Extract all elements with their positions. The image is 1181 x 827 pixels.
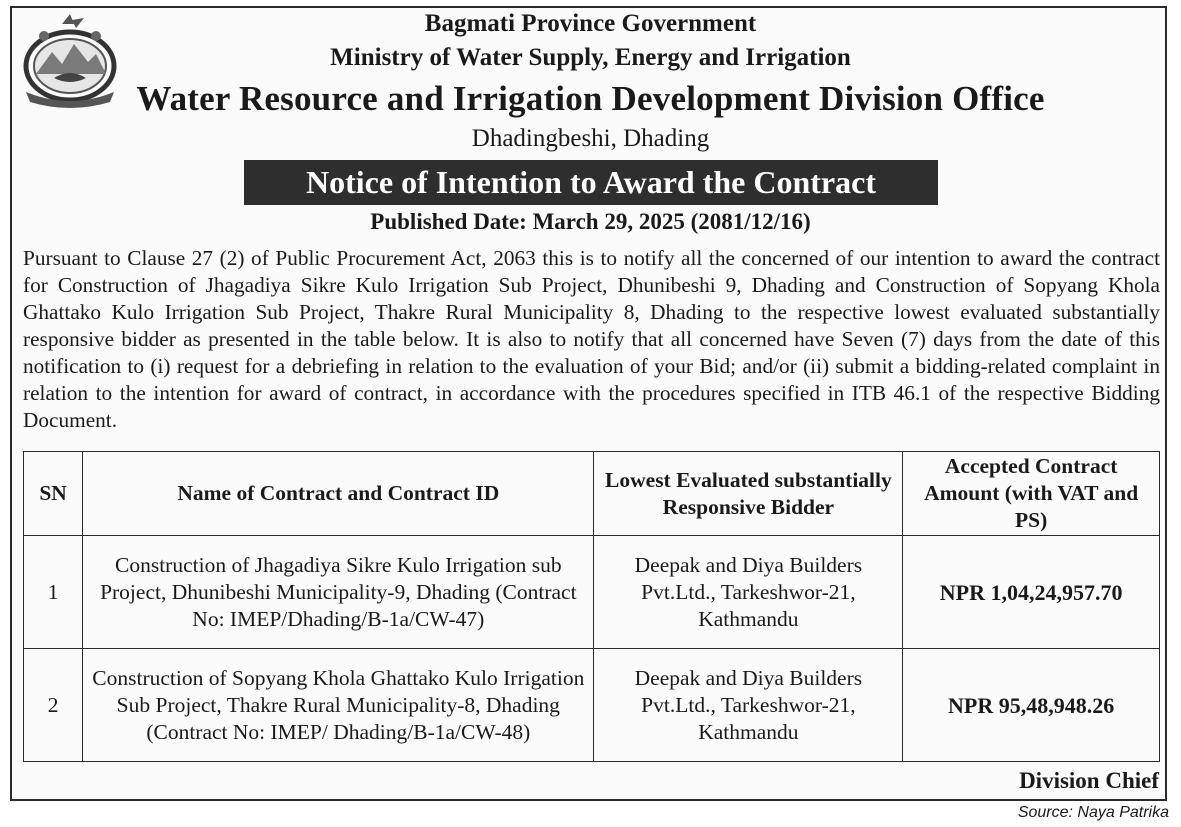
ministry-title: Ministry of Water Supply, Energy and Irrigation — [330, 44, 851, 71]
row-sn: 1 — [24, 536, 83, 649]
row-bidder: Deepak and Diya Builders Pvt.Ltd., Tarkeshwor-21, Kathmandu — [594, 536, 903, 649]
row-amount: NPR 95,48,948.26 — [903, 649, 1160, 762]
notice-body: Pursuant to Clause 27 (2) of Public Procurement Act, 2063 this is to notify all the concerned of our intention to award the contract for Construction of Jhagadiya Sikre Kulo Irrigation Sub Project, Dhunibeshi 9, Dhading and Construction of Sopyang Khola Ghattako Kulo Irrigation Sub Project, Thakre Rural Municipality 8, Dhading to the respective lowest evaluated substantially responsive bidder as presented in the table below. It is also to notify that all concerned have Seven (7) days from the date of this notification to (i) request for a debriefing in relation to the evaluation of your Bid; and/or (ii) submit a bidding-related complaint in relation to the intention for award of contract, in accordance with the procedures specified in ITB 46.1 of the respective Bidding Document. — [23, 246, 1160, 432]
notice-title: Notice of Intention to Award the Contract — [306, 164, 876, 200]
published-date: Published Date: March 29, 2025 (2081/12/16) — [370, 209, 811, 234]
row-sn: 2 — [24, 649, 83, 762]
row-contract-name: Construction of Sopyang Khola Ghattako Kulo Irrigation Sub Project, Thakre Rural Municipality-8, Dhading (Contract No: IMEP/ Dhading/B-1a/CW-48) — [83, 649, 594, 762]
province-title: Bagmati Province Government — [424, 10, 757, 37]
header-bidder: Lowest Evaluated substantially Responsive Bidder — [594, 452, 903, 536]
notice-title-banner — [244, 160, 938, 205]
table-header-row — [24, 452, 1160, 536]
table-row — [24, 536, 1160, 649]
signer-title: Division Chief — [1019, 768, 1159, 793]
source-credit: Source: Naya Patrika — [1017, 804, 1169, 821]
award-table — [23, 451, 1160, 762]
header-sn: SN — [24, 452, 83, 536]
office-location: Dhadingbeshi, Dhading — [471, 125, 710, 152]
row-bidder: Deepak and Diya Builders Pvt.Ltd., Tarkeshwor-21, Kathmandu — [594, 649, 903, 762]
table-row — [24, 649, 1160, 762]
header-contract-name: Name of Contract and Contract ID — [83, 452, 594, 536]
office-title: Water Resource and Irrigation Development Division Office — [136, 79, 1045, 118]
row-contract-name: Construction of Jhagadiya Sikre Kulo Irrigation sub Project, Dhunibeshi Municipality-9, Dhading (Contract No: IMEP/Dhading/B-1a/CW-47) — [83, 536, 594, 649]
header-amount: Accepted Contract Amount (with VAT and PS) — [903, 452, 1160, 536]
row-amount: NPR 1,04,24,957.70 — [903, 536, 1160, 649]
